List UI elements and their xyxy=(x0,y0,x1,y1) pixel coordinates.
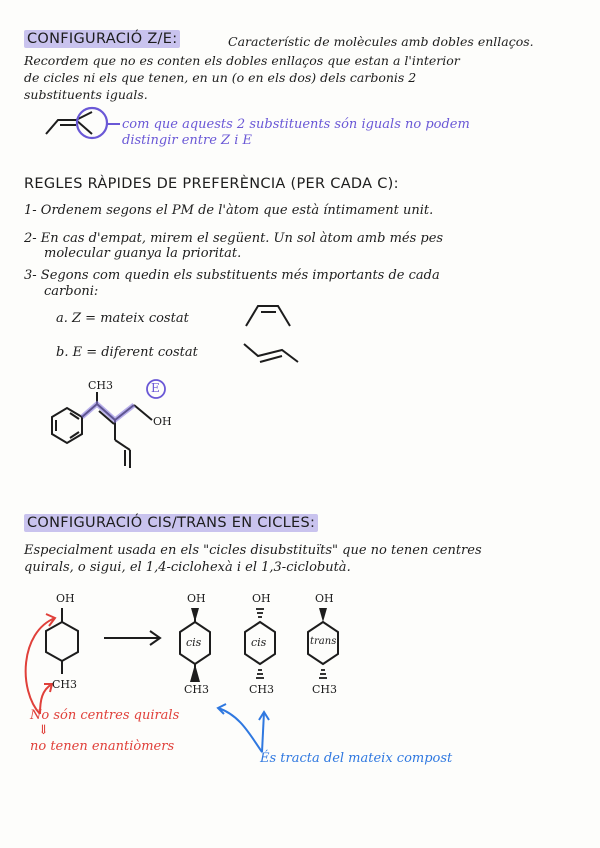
molecule-e-label: E xyxy=(151,381,160,395)
rule-2: 2- En cas d'empat, mirem el següent. Un sol àtom amb més pes xyxy=(24,231,444,246)
rule-2-cont: molecular guanya la prioritat. xyxy=(44,246,242,261)
section1-note-line2: distingir entre Z i E xyxy=(122,133,253,148)
rule-3: 3- Segons com quedin els substituents més importants de cada xyxy=(24,268,440,283)
oh-label-1: OH xyxy=(187,592,206,605)
z-skeleton-icon xyxy=(246,306,290,326)
cyclohexane-icon xyxy=(46,608,78,674)
red-note-2: no tenen enantiòmers xyxy=(30,739,175,754)
ch3-label-left: CH3 xyxy=(52,678,78,691)
rule-3-cont: carboni: xyxy=(44,284,99,299)
oh-label-3: OH xyxy=(315,592,334,605)
section1-intro-line3: substituents iguals. xyxy=(24,87,148,102)
section2-intro-line1: Especialment usada en els "cicles disubstituïts" que no tenen centres xyxy=(24,543,482,558)
e-skeleton-icon xyxy=(244,344,298,362)
dash-bottom-2 xyxy=(256,670,264,678)
dash-bottom-3 xyxy=(319,670,327,678)
blue-arrows-icon xyxy=(218,704,269,752)
section1-intro-line2: de cicles ni els que tenen, en un (o en els dos) dels carbonis 2 xyxy=(24,70,417,85)
oh-label-2: OH xyxy=(252,592,271,605)
section2-intro-line2: quirals, o sigui, el 1,4-ciclohexà i el 1,3-ciclobutà. xyxy=(24,560,351,575)
wedge-bottom-1 xyxy=(190,664,200,682)
ring-label-1: cis xyxy=(186,636,202,649)
section2-title xyxy=(24,515,318,531)
molecule-oh-label: OH xyxy=(153,415,172,428)
rule-1: 1- Ordenem segons el PM de l'àtom que està íntimament unit. xyxy=(24,203,434,218)
section1-intro-line1: Recordem que no es conten els dobles enllaços que estan a l'interior xyxy=(24,53,460,68)
section2-title-text: CONFIGURACIÓ CIS/TRANS EN CICLES: xyxy=(24,514,318,532)
section1-subtitle: Característic de molècules amb dobles enllaços. xyxy=(228,34,534,49)
ring-label-2: cis xyxy=(251,636,267,649)
oh-label-left: OH xyxy=(56,592,75,605)
ch3-label-3: CH3 xyxy=(312,683,338,696)
arrow-icon xyxy=(104,631,160,645)
blue-note: És tracta del mateix compost xyxy=(260,751,453,766)
section1-title-text: CONFIGURACIÓ Z/E: xyxy=(24,30,180,48)
e-molecule-icon xyxy=(52,392,152,468)
molecule-ch3-label: CH3 xyxy=(88,379,114,392)
rule-e: b. E = diferent costat xyxy=(56,345,198,360)
rule-z: a. Z = mateix costat xyxy=(56,311,189,326)
ring-label-3: trans xyxy=(310,636,337,647)
rules-title: REGLES RÀPIDES DE PREFERÈNCIA (PER CADA C): xyxy=(24,176,399,192)
red-note-1: No són centres quirals xyxy=(30,708,180,723)
wedge-top-3 xyxy=(319,608,327,622)
ch3-label-1: CH3 xyxy=(184,683,210,696)
alkene-skeleton-icon xyxy=(46,112,92,134)
red-down-arrow-icon: ⇓ xyxy=(38,723,49,738)
dash-top-2 xyxy=(256,609,264,617)
section1-note-line1: com que aquests 2 substituents són iguals no podem xyxy=(122,117,470,132)
wedge-top-1 xyxy=(191,608,199,622)
ch3-label-2: CH3 xyxy=(249,683,275,696)
